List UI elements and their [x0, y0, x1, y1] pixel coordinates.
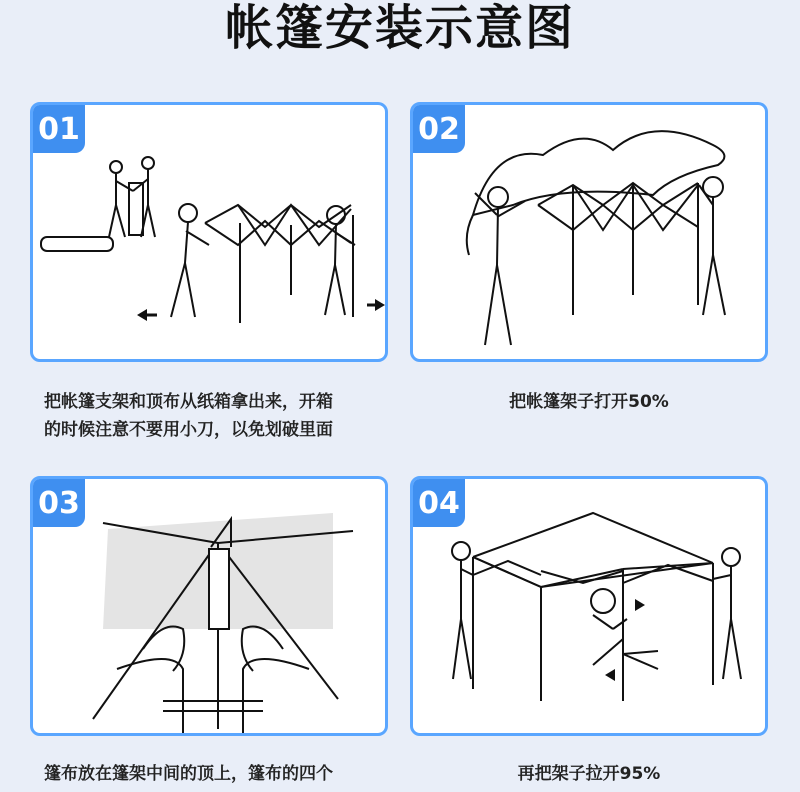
step-3-panel: [30, 476, 388, 736]
step-4-number: 04: [413, 479, 465, 527]
step-2-caption: 把帐篷架子打开50%: [509, 392, 669, 412]
step-2-number: 02: [413, 105, 465, 153]
page-title: 帐篷安装示意图: [224, 0, 575, 56]
step-1-caption-line-2: 的时候注意不要用小刀，以免划破里面: [44, 420, 333, 440]
step-3-number: 03: [33, 479, 85, 527]
step-3-illustration: [33, 479, 385, 733]
step-2-panel: [410, 102, 768, 362]
step-4-caption: 再把架子拉开95%: [517, 764, 661, 784]
step-1-illustration: [33, 105, 385, 359]
step-1-panel: [30, 102, 388, 362]
step-1-number: 01: [33, 105, 85, 153]
step-2-illustration: [413, 105, 765, 359]
step-1-caption: [44, 388, 384, 444]
step-4-illustration: [413, 479, 765, 733]
step-1-caption-line-1: 把帐篷支架和顶布从纸箱拿出来，开箱: [44, 392, 333, 412]
step-4-panel: [410, 476, 768, 736]
step-3-caption: 篷布放在篷架中间的顶上，篷布的四个: [44, 764, 333, 784]
